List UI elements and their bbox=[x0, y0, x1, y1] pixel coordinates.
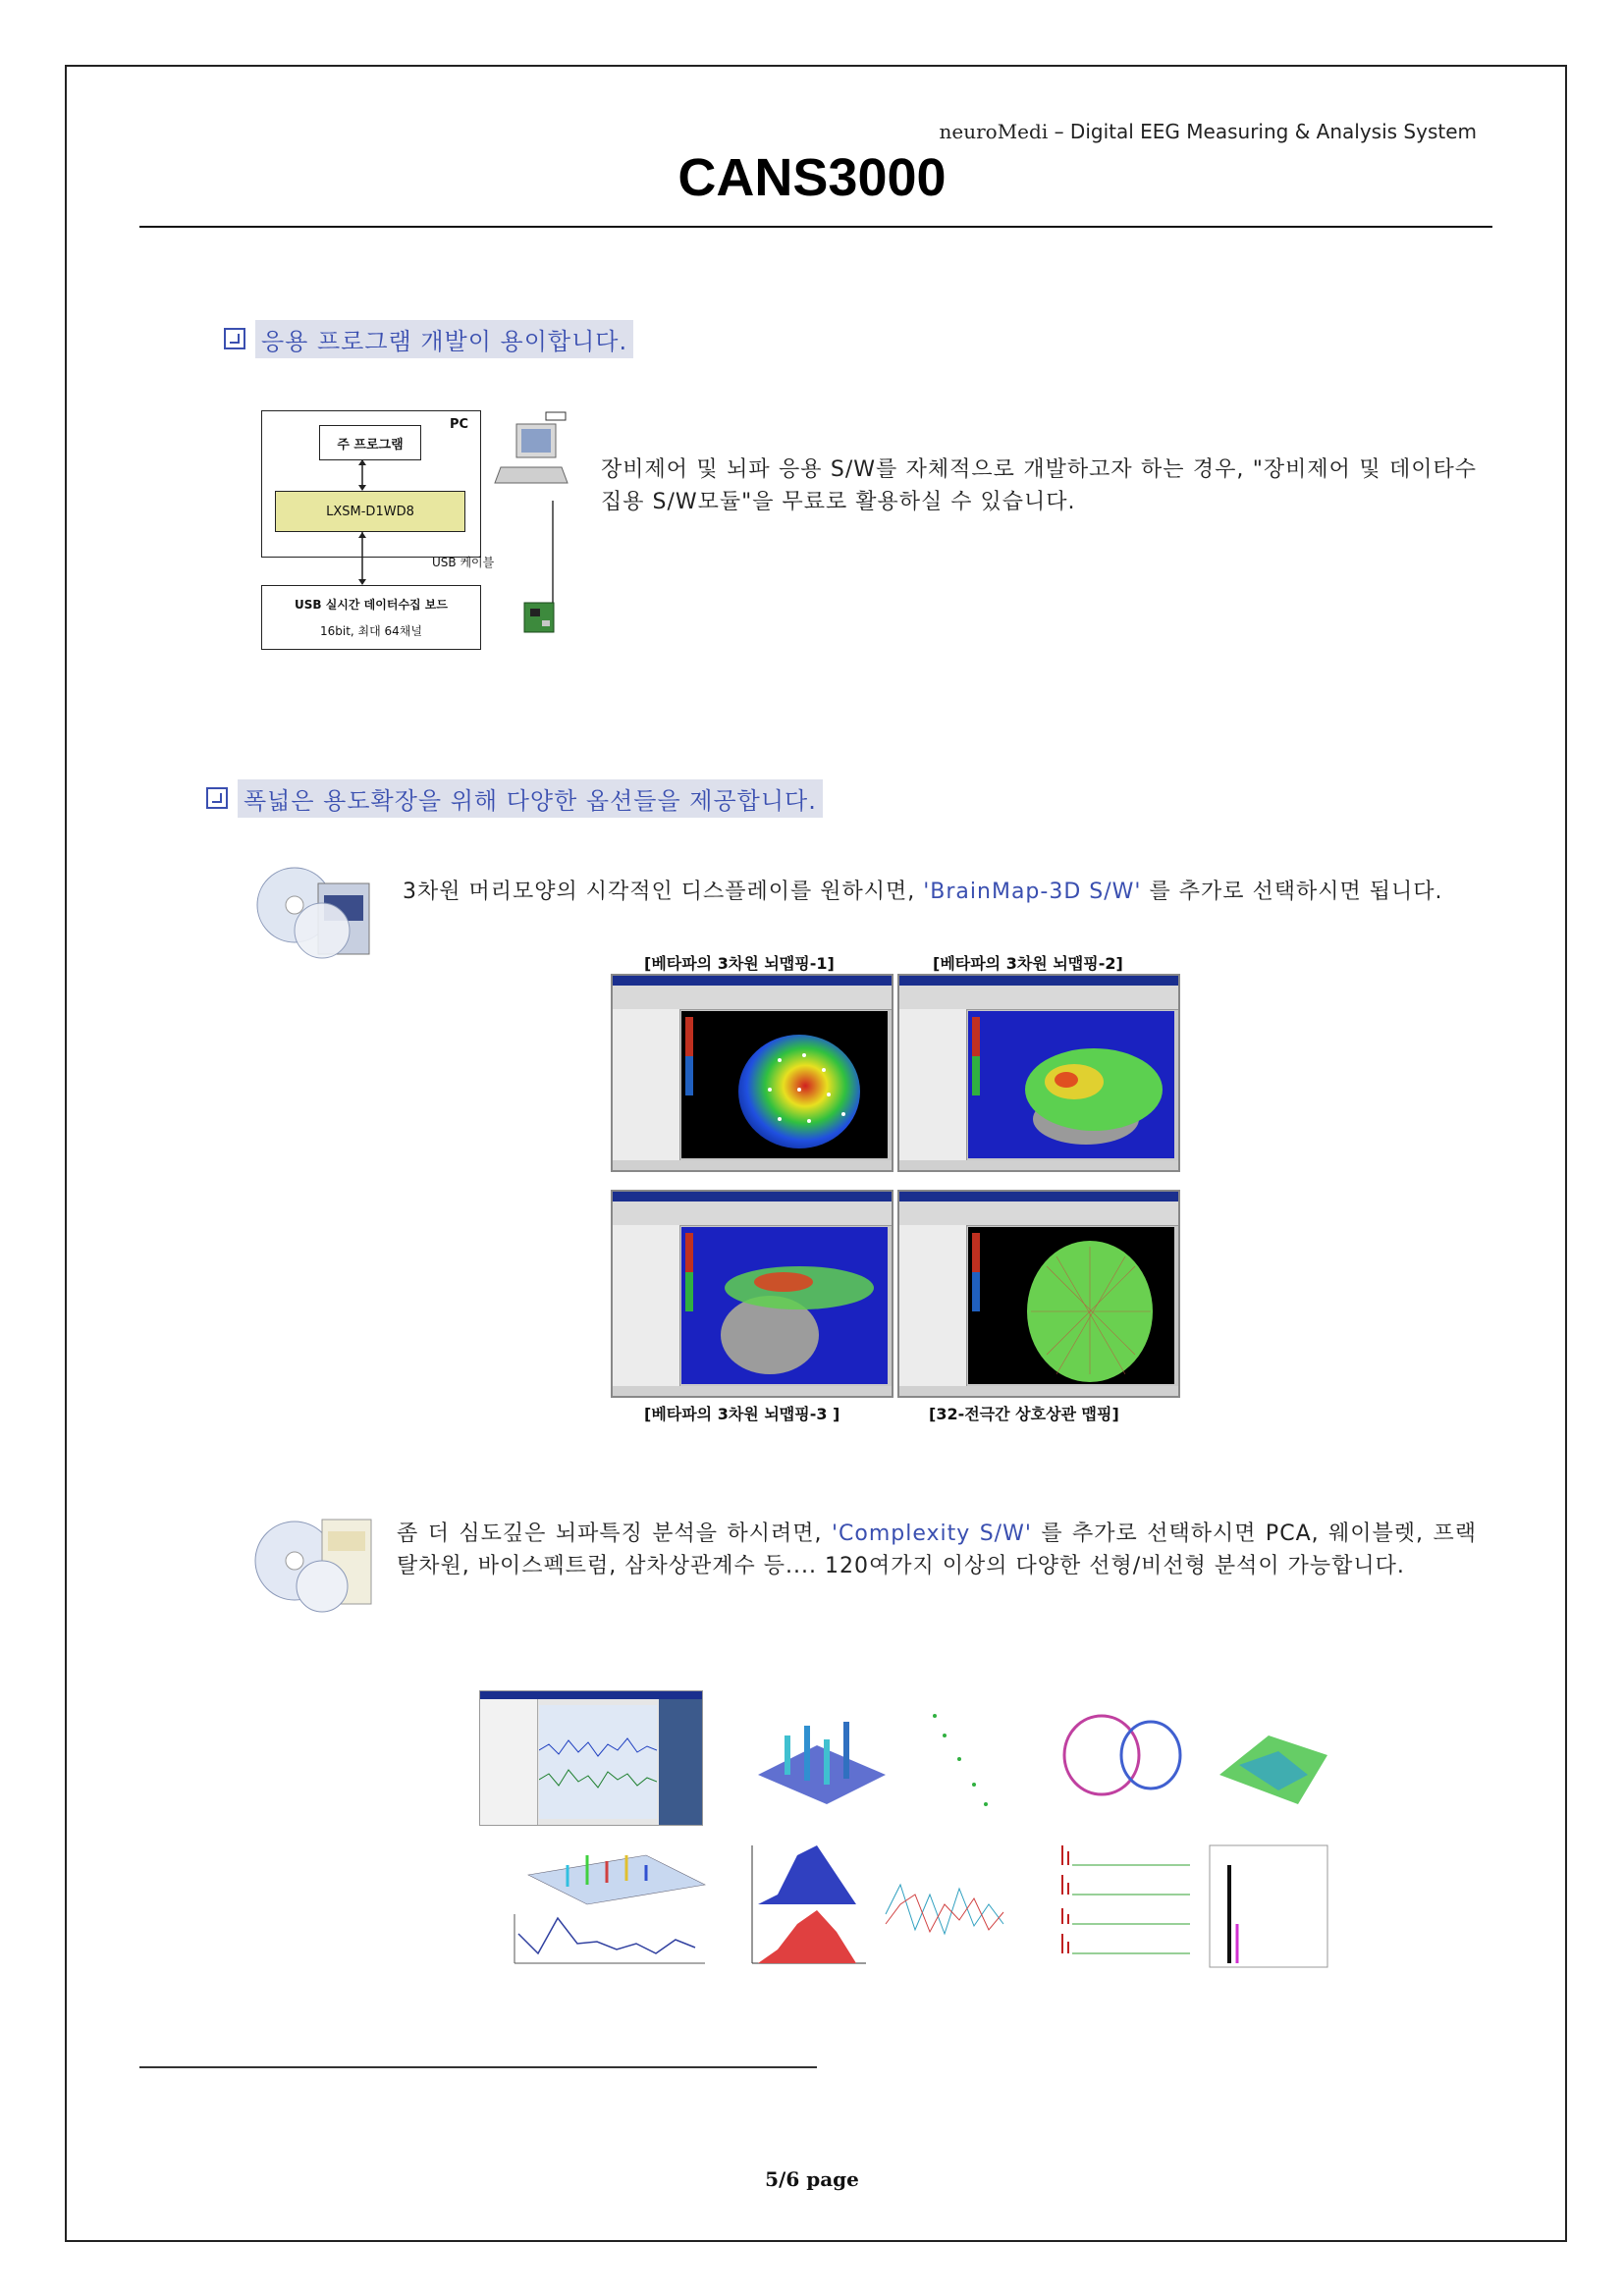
surface-and-line-charts bbox=[479, 1826, 725, 1973]
complexity-text-before: 좀 더 심도깊은 뇌파특징 분석을 하시려면, bbox=[397, 1522, 832, 1546]
module-box: LXSM-D1WD8 bbox=[275, 491, 465, 532]
complexity-highlight: 'Complexity S/W' bbox=[831, 1522, 1032, 1546]
arrow-box-icon bbox=[224, 328, 245, 349]
spectrum-plots bbox=[1043, 1836, 1337, 1973]
computer-icon bbox=[491, 410, 569, 508]
section1-heading-text: 응용 프로그램 개발이 용이합니다. bbox=[255, 320, 633, 358]
subtitle-text: – Digital EEG Measuring & Analysis System bbox=[1048, 120, 1477, 143]
brainmap-cd-icon bbox=[253, 862, 375, 964]
3d-surface-plots bbox=[738, 1696, 1033, 1824]
brand-name: neuroMedi bbox=[939, 120, 1049, 143]
caption-brainmap-3: [베타파의 3차원 뇌맵핑-3 ] bbox=[644, 1405, 840, 1423]
correlation-head-view bbox=[968, 1227, 1178, 1388]
board-line1: USB 실시간 데이터수집 보드 bbox=[295, 598, 448, 612]
complexity-cd-icon bbox=[251, 1502, 377, 1624]
brainmap-screenshot-2 bbox=[897, 974, 1180, 1172]
correlation-map-screenshot bbox=[897, 1190, 1180, 1398]
brainmap-text-after: 를 추가로 선택하시면 됩니다. bbox=[1141, 880, 1443, 904]
complexity-text-after: 를 추가로 선택하시면 PCA, 웨이블렛, 프랙탈차원, 바이스펙트럼, 삼차상관계수 등.... 120여가지 이상의 다양한 선형/비선형 분석이 가능합니다. bbox=[397, 1522, 1477, 1578]
pc-label: PC bbox=[450, 417, 469, 432]
arrow-box-icon bbox=[206, 787, 228, 809]
main-program-box: 주 프로그램 bbox=[319, 425, 421, 460]
head-map-top-view bbox=[681, 1011, 892, 1162]
header-subtitle bbox=[940, 120, 1478, 143]
header-divider bbox=[139, 226, 1492, 228]
page-number: 5/6 page bbox=[765, 2167, 859, 2191]
section2-heading bbox=[206, 781, 823, 815]
brainmap-text bbox=[403, 876, 1477, 908]
section2-heading-text: 폭넓은 용도확장을 위해 다양한 옵션들을 제공합니다. bbox=[238, 779, 823, 818]
footer-divider bbox=[139, 2066, 817, 2068]
section1-text: 장비제어 및 뇌파 응용 S/W를 자체적으로 개발하고자 하는 경우, "장비제어 및 데이타수집용 S/W모듈"을 무료로 활용하실 수 있습니다. bbox=[601, 457, 1477, 514]
brainmap-highlight: 'BrainMap-3D S/W' bbox=[923, 880, 1142, 904]
caption-brainmap-1: [베타파의 3차원 뇌맵핑-1] bbox=[644, 954, 835, 973]
attractor-plots bbox=[1043, 1696, 1337, 1824]
caption-brainmap-2: [베타파의 3차원 뇌맵핑-2] bbox=[933, 954, 1123, 973]
brainmap-text-before: 3차원 머리모양의 시각적인 디스플레이를 원하시면, bbox=[403, 880, 924, 904]
brainmap-screenshot-1 bbox=[611, 974, 893, 1172]
head-map-skull-view bbox=[681, 1227, 892, 1388]
board-line2: 16bit, 최대 64채널 bbox=[319, 624, 422, 638]
cable-label: USB 케이블 bbox=[432, 556, 495, 569]
brainmap-screenshot-3 bbox=[611, 1190, 893, 1398]
complexity-text bbox=[397, 1518, 1477, 1582]
section1-heading bbox=[224, 322, 633, 355]
complexity-screenshot bbox=[479, 1690, 703, 1826]
caption-correlation: [32-전극간 상호상관 맵핑] bbox=[929, 1405, 1119, 1423]
board-icon bbox=[520, 599, 560, 638]
head-map-side-view bbox=[968, 1011, 1178, 1162]
page-title: CANS3000 bbox=[677, 148, 947, 207]
histogram-plots bbox=[738, 1836, 1033, 1973]
